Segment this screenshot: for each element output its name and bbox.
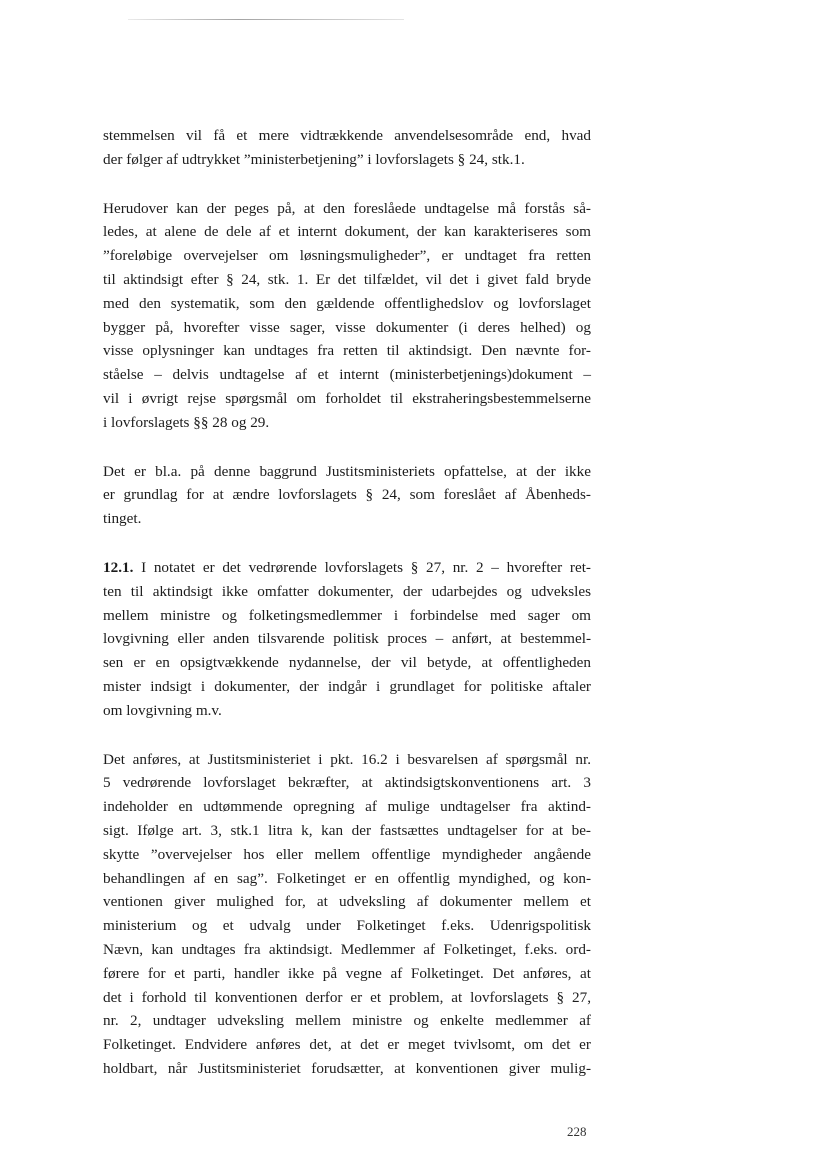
text-line: ten til aktindsigt ikke omfatter dokumenter, der udarbejdes og udveksles xyxy=(103,582,591,600)
text-line: Nævn, kan undtages fra aktindsigt. Medlemmer af Folketinget, f.eks. ord- xyxy=(103,940,591,958)
text-line: med den systematik, som den gældende offentlighedslov og lovforslaget xyxy=(103,294,591,312)
paragraph-2 xyxy=(103,197,591,435)
text-line: er grundlag for at ændre lovforslagets § 24, som foreslået af Åbenheds- xyxy=(103,486,591,504)
text-line: sen er en opsigtvækkende nydannelse, der vil betyde, at offentligheden xyxy=(103,654,591,672)
text-line: bygger på, hvorefter visse sager, visse dokumenter (i deres helhed) og xyxy=(103,318,591,336)
text-line: I notatet er det vedrørende lovforslagets § 27, nr. 2 – hvorefter ret- xyxy=(133,558,591,576)
paragraph-5 xyxy=(103,748,591,1081)
document-body xyxy=(103,124,591,1081)
text-line: Folketinget. Endvidere anføres det, at det er meget tvivlsomt, om det er xyxy=(103,1036,591,1054)
page-number: 228 xyxy=(567,1124,587,1139)
text-line: 5 vedrørende lovforslaget bekræfter, at aktindsigtskonventionens art. 3 xyxy=(103,774,591,792)
text-line: sigt. Ifølge art. 3, stk.1 litra k, kan der fastsættes undtagelser for at be- xyxy=(103,821,591,839)
section-number: 12.1. xyxy=(103,558,134,576)
text-line: holdbart, når Justitsministeriet forudsætter, at konventionen giver mulig- xyxy=(103,1059,591,1077)
paragraph-section-12-1 xyxy=(103,556,591,723)
text-line: mellem ministre og folketingsmedlemmer i forbindelse med sager om xyxy=(103,606,591,624)
text-line: ”foreløbige overvejelser om løsningsmuligheder”, er undtaget fra retten xyxy=(103,247,591,265)
text-line: det i forhold til konventionen derfor er et problem, at lovforslagets § 27, xyxy=(103,988,591,1006)
text-line: Herudover kan der peges på, at den foreslåede undtagelse må forstås så- xyxy=(103,199,591,217)
text-line: ministerium og et udvalg under Folketinget f.eks. Udenrigspolitisk xyxy=(103,917,591,935)
text-line: skytte ”overvejelser hos eller mellem offentlige myndigheder angående xyxy=(103,845,591,863)
text-line: der følger af udtrykket ”ministerbetjening” i lovforslagets § 24, stk.1. xyxy=(103,150,525,168)
text-line-with-section-number xyxy=(103,556,591,580)
text-line: førere for et parti, handler ikke på vegne af Folketinget. Det anføres, at xyxy=(103,964,591,982)
text-line: ledes, at alene de dele af et internt dokument, der kan karakteriseres som xyxy=(103,223,591,241)
text-line: stemmelsen vil få et mere vidtrækkende anvendelsesområde end, hvad xyxy=(103,127,591,144)
text-line: behandlingen af en sag”. Folketinget er en offentlig myndighed, og kon- xyxy=(103,869,591,887)
text-line: til aktindsigt efter § 24, stk. 1. Er det tilfældet, vil det i givet fald bryde xyxy=(103,270,591,288)
text-line: om lovgivning m.v. xyxy=(103,701,222,719)
text-line: ventionen giver mulighed for, at udveksling af dokumenter mellem et xyxy=(103,893,591,911)
text-line: lovgivning eller anden tilsvarende politisk proces – anført, at bestemmel- xyxy=(103,630,591,648)
text-line: indeholder en udtømmende opregning af mulige undtagelser fra aktind- xyxy=(103,798,591,816)
text-line: nr. 2, undtager udveksling mellem ministre og enkelte medlemmer af xyxy=(103,1012,591,1030)
text-line: ståelse – delvis undtagelse af et internt (ministerbetjenings)dokument – xyxy=(103,366,591,384)
text-line: Det er bl.a. på denne baggrund Justitsministeriets opfattelse, at der ikke xyxy=(103,462,591,480)
text-line: i lovforslagets §§ 28 og 29. xyxy=(103,413,270,431)
paragraph-1 xyxy=(103,124,591,172)
scan-artifact-line xyxy=(128,19,404,20)
text-line: mister indsigt i dokumenter, der indgår i grundlaget for politiske aftaler xyxy=(103,677,591,695)
paragraph-3 xyxy=(103,460,591,531)
text-line: tinget. xyxy=(103,510,142,528)
text-line: vil i øvrigt rejse spørgsmål om forholdet til ekstraheringsbestemmelserne xyxy=(103,389,591,407)
text-line: Det anføres, at Justitsministeriet i pkt. 16.2 i besvarelsen af spørgsmål nr. xyxy=(103,750,591,768)
text-line: visse oplysninger kan undtages fra retten til aktindsigt. Den nævnte for- xyxy=(103,342,591,360)
